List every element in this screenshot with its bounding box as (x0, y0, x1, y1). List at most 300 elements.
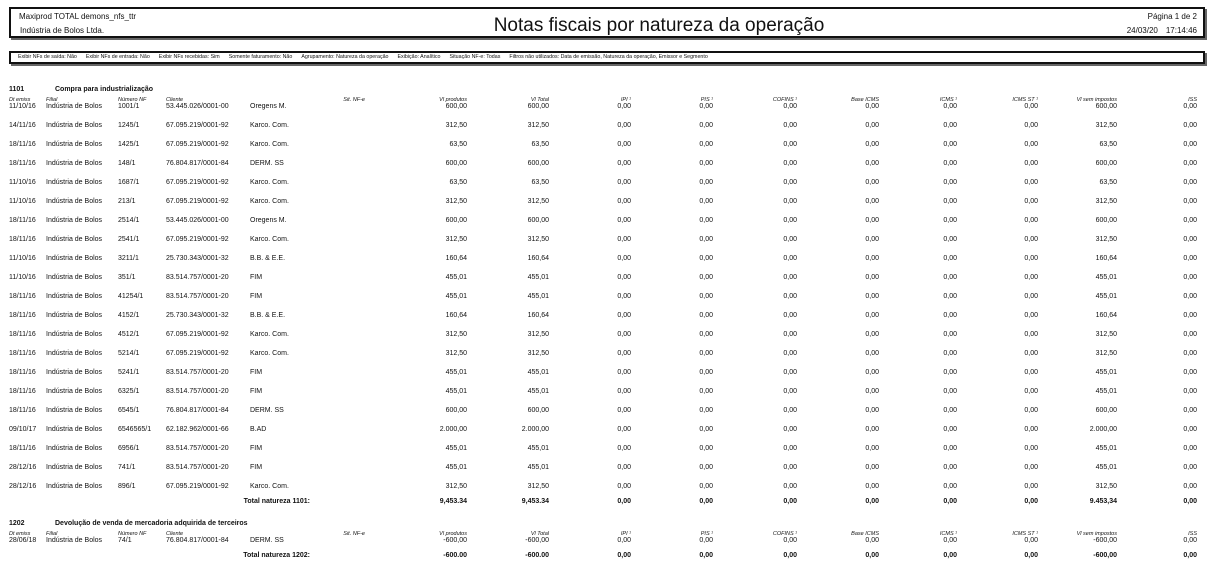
total-value: -600.00 (443, 552, 467, 559)
cell-cofins: 0,00 (783, 141, 797, 148)
cell-vl-produtos: 455,01 (445, 388, 467, 395)
cell-filial: Indústria de Bolos (46, 331, 103, 338)
cell-ipi: 0,00 (617, 350, 631, 357)
cell-base-icms: 0,00 (865, 445, 879, 452)
cell-filial: Indústria de Bolos (46, 141, 103, 148)
cell-iss: 0,00 (1183, 483, 1197, 490)
column-header-icms: ICMS ¹ (939, 97, 957, 103)
total-value: 0,00 (617, 552, 631, 559)
cell-icms: 0,00 (943, 198, 957, 205)
cell-ipi: 0,00 (617, 293, 631, 300)
cell-pis: 0,00 (699, 141, 713, 148)
cell-icms: 0,00 (943, 445, 957, 452)
cell-icms: 0,00 (943, 274, 957, 281)
cell-icms-st: 0,00 (1024, 426, 1038, 433)
cell-vl-produtos: 600,00 (445, 407, 467, 414)
cell-iss: 0,00 (1183, 445, 1197, 452)
cell-cofins: 0,00 (783, 179, 797, 186)
cell-vl-total: 63,50 (531, 179, 549, 186)
total-value: 0,00 (1183, 498, 1197, 505)
cell-nf-number: 1001/1 (118, 103, 140, 110)
cell-cnpj: 67.095.219/0001-92 (166, 179, 229, 186)
cell-nf-number: 213/1 (118, 198, 136, 205)
cell-date: 18/11/16 (9, 217, 36, 224)
cell-ipi: 0,00 (617, 483, 631, 490)
cell-date: 14/11/16 (9, 122, 36, 129)
cell-filial: Indústria de Bolos (46, 179, 103, 186)
cell-iss: 0,00 (1183, 236, 1197, 243)
column-header-icms: ICMS ¹ (939, 531, 957, 537)
total-value: 9,453.34 (439, 498, 467, 505)
company-name: Indústria de Bolos Ltda. (20, 26, 105, 35)
table-row (0, 445, 1215, 457)
cell-nf-number: 1687/1 (118, 179, 140, 186)
cell-pis: 0,00 (699, 312, 713, 319)
cell-pis: 0,00 (699, 464, 713, 471)
cell-icms: 0,00 (943, 236, 957, 243)
column-header-vp: Vl produtos (439, 531, 467, 537)
cell-filial: Indústria de Bolos (46, 445, 103, 452)
cell-iss: 0,00 (1183, 426, 1197, 433)
cell-client: Karco. Com. (250, 236, 289, 243)
cell-iss: 0,00 (1183, 122, 1197, 129)
cell-vl-sem-impostos: 455,01 (1095, 464, 1117, 471)
cell-vl-total: 63,50 (531, 141, 549, 148)
cell-vl-sem-impostos: 312,50 (1095, 122, 1117, 129)
cell-base-icms: 0,00 (865, 179, 879, 186)
cell-pis: 0,00 (699, 236, 713, 243)
column-header-sit: Sit. NF-e (343, 531, 365, 537)
cell-vl-total: -600,00 (525, 537, 549, 544)
cell-cnpj: 67.095.219/0001-92 (166, 122, 229, 129)
cell-vl-total: 455,01 (527, 369, 549, 376)
cell-client: B.AD (250, 426, 267, 433)
cell-filial: Indústria de Bolos (46, 407, 103, 414)
cell-iss: 0,00 (1183, 350, 1197, 357)
cell-icms-st: 0,00 (1024, 388, 1038, 395)
cell-vl-produtos: 455,01 (445, 369, 467, 376)
table-row (0, 217, 1215, 229)
cell-date: 18/11/16 (9, 293, 36, 300)
cell-vl-total: 455,01 (527, 464, 549, 471)
cell-date: 28/06/18 (9, 537, 37, 544)
cell-nf-number: 148/1 (118, 160, 136, 167)
cell-nf-number: 3211/1 (118, 255, 139, 262)
cell-icms-st: 0,00 (1024, 122, 1038, 129)
table-row (0, 483, 1215, 495)
cell-base-icms: 0,00 (865, 122, 879, 129)
cell-client: Karco. Com. (250, 483, 289, 490)
cell-vl-total: 455,01 (527, 274, 549, 281)
cell-cnpj: 83.514.757/0001-20 (166, 369, 229, 376)
cell-base-icms: 0,00 (865, 331, 879, 338)
table-row (0, 293, 1215, 305)
cell-base-icms: 0,00 (865, 255, 879, 262)
cell-icms-st: 0,00 (1024, 274, 1038, 281)
cell-date: 18/11/16 (9, 388, 36, 395)
cell-date: 18/11/16 (9, 141, 36, 148)
cell-vl-total: 312,50 (527, 236, 549, 243)
cell-nf-number: 1245/1 (118, 122, 140, 129)
cell-client: Karco. Com. (250, 331, 289, 338)
cell-icms-st: 0,00 (1024, 350, 1038, 357)
cell-vl-sem-impostos: 312,50 (1095, 483, 1117, 490)
cell-iss: 0,00 (1183, 160, 1197, 167)
cell-ipi: 0,00 (617, 255, 631, 262)
cell-icms: 0,00 (943, 103, 957, 110)
cell-ipi: 0,00 (617, 407, 631, 414)
cell-vl-produtos: 63,50 (449, 179, 467, 186)
column-header-vsi: Vl sem impostos (1076, 97, 1117, 103)
cell-vl-sem-impostos: 312,50 (1095, 236, 1117, 243)
cell-icms-st: 0,00 (1024, 537, 1038, 544)
cell-icms: 0,00 (943, 179, 957, 186)
cell-iss: 0,00 (1183, 388, 1197, 395)
cell-iss: 0,00 (1183, 312, 1197, 319)
filter-summary (9, 51, 1205, 64)
column-header-filial: Filial (46, 531, 58, 537)
column-header-pis: PIS ¹ (700, 531, 713, 537)
cell-filial: Indústria de Bolos (46, 388, 103, 395)
cell-ipi: 0,00 (617, 217, 631, 224)
cell-vl-produtos: 312,50 (445, 483, 467, 490)
cell-base-icms: 0,00 (865, 350, 879, 357)
cell-client: FIM (250, 445, 263, 452)
cell-iss: 0,00 (1183, 217, 1197, 224)
total-value: 0,00 (699, 552, 713, 559)
column-header-bicms: Base ICMS (851, 97, 879, 103)
cell-vl-produtos: 455,01 (445, 445, 467, 452)
cell-pis: 0,00 (699, 426, 713, 433)
cell-cofins: 0,00 (783, 369, 797, 376)
cell-cofins: 0,00 (783, 103, 797, 110)
cell-iss: 0,00 (1183, 103, 1197, 110)
cell-icms-st: 0,00 (1024, 407, 1038, 414)
cell-cnpj: 67.095.219/0001-92 (166, 141, 229, 148)
cell-nf-number: 6325/1 (118, 388, 140, 395)
cell-icms-st: 0,00 (1024, 236, 1038, 243)
cell-cofins: 0,00 (783, 274, 797, 281)
table-row (0, 369, 1215, 381)
cell-vl-sem-impostos: 63,50 (1099, 141, 1117, 148)
report-date: 24/03/20 (1126, 26, 1158, 35)
report-title: Notas fiscais por natureza da operação (493, 15, 825, 36)
cell-base-icms: 0,00 (865, 274, 879, 281)
cell-base-icms: 0,00 (865, 464, 879, 471)
cell-vl-sem-impostos: 63,50 (1099, 179, 1117, 186)
cell-vl-total: 312,50 (527, 198, 549, 205)
cell-vl-produtos: 312,50 (445, 236, 467, 243)
filter-item: Exibir NFs recebidas: Sim (158, 54, 220, 60)
cell-iss: 0,00 (1183, 179, 1197, 186)
cell-icms-st: 0,00 (1024, 445, 1038, 452)
cell-ipi: 0,00 (617, 160, 631, 167)
total-value: -600,00 (1093, 552, 1117, 559)
total-value: 0,00 (617, 498, 631, 505)
cell-icms: 0,00 (943, 464, 957, 471)
column-header-sit: Sit. NF-e (343, 97, 365, 103)
column-header-cofins: COFINS ¹ (772, 531, 797, 537)
total-value: 0,00 (865, 498, 879, 505)
column-header-dt: Dt emiss (9, 531, 31, 537)
cell-ipi: 0,00 (617, 141, 631, 148)
cell-iss: 0,00 (1183, 274, 1197, 281)
cell-date: 18/11/16 (9, 160, 36, 167)
cell-client: Karco. Com. (250, 350, 289, 357)
cell-filial: Indústria de Bolos (46, 198, 103, 205)
table-row (0, 122, 1215, 134)
cell-cnpj: 83.514.757/0001-20 (166, 293, 229, 300)
cell-icms: 0,00 (943, 426, 957, 433)
cell-cnpj: 76.804.817/0001-84 (166, 407, 229, 414)
cell-icms: 0,00 (943, 293, 957, 300)
cell-icms-st: 0,00 (1024, 331, 1038, 338)
cell-base-icms: 0,00 (865, 198, 879, 205)
cell-vl-produtos: 2.000,00 (439, 426, 467, 433)
table-row (0, 103, 1215, 115)
column-header-cliente: Cliente (166, 531, 184, 537)
cell-filial: Indústria de Bolos (46, 350, 103, 357)
filter-item: Situação NF-e: Todas (449, 54, 501, 60)
table-row (0, 179, 1215, 191)
table-row (0, 464, 1215, 476)
total-value: 0,00 (943, 552, 957, 559)
cell-base-icms: 0,00 (865, 407, 879, 414)
cell-filial: Indústria de Bolos (46, 293, 103, 300)
cell-cofins: 0,00 (783, 350, 797, 357)
filter-item: Somente faturamento: Não (228, 54, 293, 60)
cell-cofins: 0,00 (783, 426, 797, 433)
cell-vl-produtos: 455,01 (445, 274, 467, 281)
cell-filial: Indústria de Bolos (46, 217, 103, 224)
cell-iss: 0,00 (1183, 255, 1197, 262)
cell-date: 18/11/16 (9, 369, 36, 376)
cell-icms: 0,00 (943, 331, 957, 338)
table-row (0, 426, 1215, 438)
cell-pis: 0,00 (699, 293, 713, 300)
cell-iss: 0,00 (1183, 407, 1197, 414)
cell-base-icms: 0,00 (865, 103, 879, 110)
cell-cofins: 0,00 (783, 312, 797, 319)
cell-client: B.B. & E.E. (250, 312, 286, 319)
column-header-nf: Número NF (118, 97, 147, 103)
cell-vl-total: 312,50 (527, 122, 549, 129)
cell-date: 11/10/16 (9, 103, 36, 110)
cell-ipi: 0,00 (617, 122, 631, 129)
cell-base-icms: 0,00 (865, 293, 879, 300)
cell-filial: Indústria de Bolos (46, 537, 103, 544)
cell-cnpj: 83.514.757/0001-20 (166, 445, 229, 452)
cell-icms-st: 0,00 (1024, 141, 1038, 148)
cell-vl-total: 600,00 (527, 407, 549, 414)
total-value: 0,00 (1024, 552, 1038, 559)
cell-pis: 0,00 (699, 198, 713, 205)
cell-vl-sem-impostos: -600,00 (1093, 537, 1117, 544)
cell-client: Oregens M. (250, 217, 287, 224)
cell-pis: 0,00 (699, 217, 713, 224)
cell-cnpj: 67.095.219/0001-92 (166, 483, 229, 490)
cell-cofins: 0,00 (783, 198, 797, 205)
cell-cofins: 0,00 (783, 331, 797, 338)
filter-item: Filtros não utilizados: Data de emissão, Natureza da operação, Emissor e Segmento (509, 54, 708, 60)
cell-icms-st: 0,00 (1024, 179, 1038, 186)
cell-date: 18/11/16 (9, 331, 36, 338)
cell-nf-number: 74/1 (118, 537, 132, 544)
cell-vl-sem-impostos: 455,01 (1095, 388, 1117, 395)
group-total-row (0, 498, 1215, 510)
cell-nf-number: 6546565/1 (118, 426, 152, 433)
cell-icms-st: 0,00 (1024, 464, 1038, 471)
cell-ipi: 0,00 (617, 198, 631, 205)
cell-cnpj: 76.804.817/0001-84 (166, 160, 229, 167)
cell-nf-number: 6956/1 (118, 445, 140, 452)
cell-ipi: 0,00 (617, 388, 631, 395)
cell-ipi: 0,00 (617, 537, 631, 544)
cell-cnpj: 83.514.757/0001-20 (166, 274, 229, 281)
cell-pis: 0,00 (699, 369, 713, 376)
column-header-filial: Filial (46, 97, 58, 103)
cell-icms-st: 0,00 (1024, 369, 1038, 376)
table-row (0, 198, 1215, 210)
cell-cnpj: 67.095.219/0001-92 (166, 198, 229, 205)
cell-pis: 0,00 (699, 179, 713, 186)
cell-vl-sem-impostos: 312,50 (1095, 331, 1117, 338)
cell-ipi: 0,00 (617, 274, 631, 281)
cell-cnpj: 76.804.817/0001-84 (166, 537, 229, 544)
cell-cnpj: 53.445.026/0001-00 (166, 103, 229, 110)
cell-ipi: 0,00 (617, 331, 631, 338)
column-header-cliente: Cliente (166, 97, 184, 103)
cell-filial: Indústria de Bolos (46, 255, 103, 262)
table-row (0, 312, 1215, 324)
column-header-dt: Dt emiss (9, 97, 31, 103)
cell-date: 28/12/16 (9, 483, 37, 490)
cell-filial: Indústria de Bolos (46, 312, 103, 319)
cell-ipi: 0,00 (617, 103, 631, 110)
cell-pis: 0,00 (699, 445, 713, 452)
cell-icms-st: 0,00 (1024, 103, 1038, 110)
total-value: 0,00 (865, 552, 879, 559)
cell-vl-sem-impostos: 160,64 (1095, 312, 1117, 319)
cell-vl-total: 312,50 (527, 483, 549, 490)
cell-nf-number: 6545/1 (118, 407, 140, 414)
cell-vl-sem-impostos: 160,64 (1095, 255, 1117, 262)
cell-pis: 0,00 (699, 331, 713, 338)
cell-vl-produtos: 312,50 (445, 350, 467, 357)
cell-pis: 0,00 (699, 160, 713, 167)
cell-icms: 0,00 (943, 407, 957, 414)
cell-date: 18/11/16 (9, 350, 36, 357)
cell-filial: Indústria de Bolos (46, 426, 103, 433)
cell-client: DERM. SS (250, 160, 284, 167)
cell-vl-total: 312,50 (527, 350, 549, 357)
total-value: 0,00 (943, 498, 957, 505)
cell-base-icms: 0,00 (865, 537, 879, 544)
cell-vl-produtos: 160,64 (445, 312, 467, 319)
cell-cnpj: 83.514.757/0001-20 (166, 464, 229, 471)
column-header-vsi: Vl sem impostos (1076, 531, 1117, 537)
filter-item: Exibição: Analítico (397, 54, 441, 60)
total-label: Total natureza 1101: (243, 498, 310, 505)
cell-vl-total: 455,01 (527, 293, 549, 300)
cell-base-icms: 0,00 (865, 483, 879, 490)
cell-cofins: 0,00 (783, 217, 797, 224)
report-time: 17:14:46 (1165, 26, 1197, 35)
total-value: 0,00 (783, 552, 797, 559)
cell-iss: 0,00 (1183, 198, 1197, 205)
cell-icms: 0,00 (943, 122, 957, 129)
cell-date: 18/11/16 (9, 407, 36, 414)
cell-iss: 0,00 (1183, 369, 1197, 376)
cell-nf-number: 4152/1 (118, 312, 140, 319)
group-description: Compra para industrialização (55, 86, 154, 93)
cell-cofins: 0,00 (783, 388, 797, 395)
cell-base-icms: 0,00 (865, 312, 879, 319)
cell-pis: 0,00 (699, 274, 713, 281)
cell-icms-st: 0,00 (1024, 198, 1038, 205)
total-value: 9.453,34 (1089, 498, 1117, 505)
cell-cnpj: 25.730.343/0001-32 (166, 255, 229, 262)
column-header-ipi: IPI ¹ (620, 97, 631, 103)
report-datetime (1127, 26, 1197, 35)
cell-ipi: 0,00 (617, 426, 631, 433)
cell-base-icms: 0,00 (865, 426, 879, 433)
table-row (0, 407, 1215, 419)
cell-client: FIM (250, 274, 263, 281)
cell-icms: 0,00 (943, 312, 957, 319)
cell-iss: 0,00 (1183, 537, 1197, 544)
cell-vl-sem-impostos: 455,01 (1095, 274, 1117, 281)
report-header (9, 7, 1205, 38)
cell-ipi: 0,00 (617, 369, 631, 376)
cell-client: DERM. SS (250, 407, 284, 414)
cell-nf-number: 1425/1 (118, 141, 140, 148)
table-row (0, 388, 1215, 400)
cell-base-icms: 0,00 (865, 388, 879, 395)
cell-vl-sem-impostos: 312,50 (1095, 350, 1117, 357)
cell-vl-produtos: 455,01 (445, 464, 467, 471)
cell-icms-st: 0,00 (1024, 255, 1038, 262)
cell-icms: 0,00 (943, 160, 957, 167)
cell-pis: 0,00 (699, 388, 713, 395)
group-total-row (0, 552, 1215, 564)
cell-client: FIM (250, 464, 263, 471)
cell-ipi: 0,00 (617, 464, 631, 471)
table-row (0, 255, 1215, 267)
filter-item: Exibir NFs de entrada: Não (85, 54, 150, 60)
table-row (0, 537, 1215, 549)
cell-vl-total: 455,01 (527, 388, 549, 395)
cell-icms-st: 0,00 (1024, 483, 1038, 490)
cell-icms: 0,00 (943, 537, 957, 544)
cell-nf-number: 5214/1 (118, 350, 140, 357)
cell-iss: 0,00 (1183, 293, 1197, 300)
cell-vl-sem-impostos: 455,01 (1095, 445, 1117, 452)
cell-cofins: 0,00 (783, 537, 797, 544)
column-header-vp: Vl produtos (439, 97, 467, 103)
cell-vl-produtos: 312,50 (445, 198, 467, 205)
cell-cnpj: 25.730.343/0001-32 (166, 312, 229, 319)
cell-cofins: 0,00 (783, 464, 797, 471)
cell-base-icms: 0,00 (865, 141, 879, 148)
cell-vl-sem-impostos: 600,00 (1095, 160, 1117, 167)
cell-vl-sem-impostos: 312,50 (1095, 198, 1117, 205)
cell-date: 18/11/16 (9, 445, 36, 452)
filter-item: Exibir NFs de saída: Não (18, 54, 77, 60)
cell-vl-produtos: 312,50 (445, 122, 467, 129)
column-header-bicms: Base ICMS (851, 531, 879, 537)
total-value: 0,00 (1024, 498, 1038, 505)
